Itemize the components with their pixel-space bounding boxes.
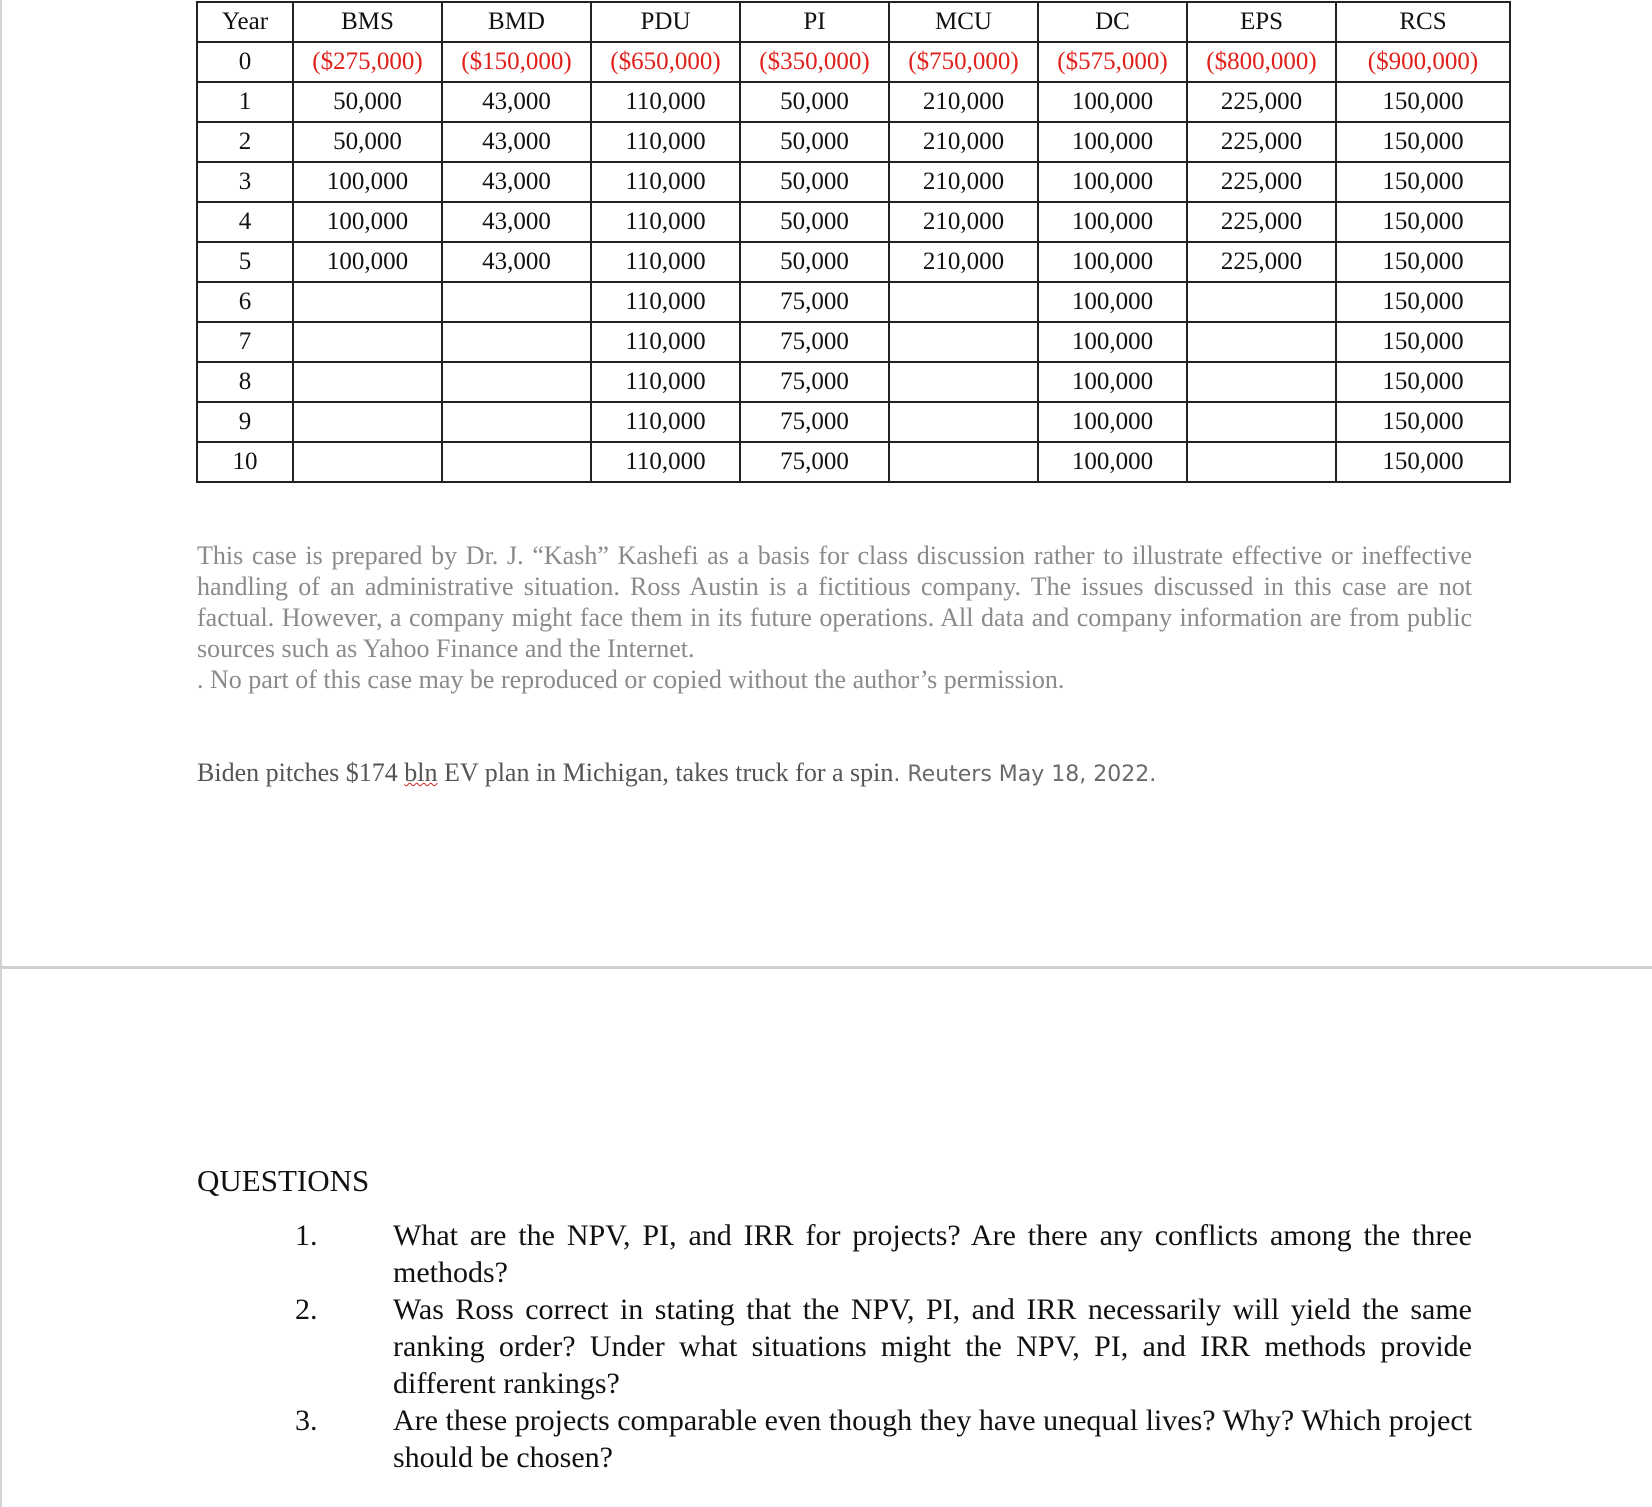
question-number: 2.	[295, 1293, 318, 1326]
year-cell: 8	[197, 362, 293, 402]
cash-flow-cell: 100,000	[1038, 202, 1187, 242]
cash-flow-cell	[293, 362, 442, 402]
investment-cell: ($275,000)	[293, 42, 442, 82]
cash-flow-cell: 43,000	[442, 242, 591, 282]
cash-flow-cell: 100,000	[1038, 242, 1187, 282]
cash-flow-cell: 150,000	[1336, 82, 1510, 122]
cash-flow-cell: 210,000	[889, 162, 1038, 202]
header-mcu: MCU	[889, 2, 1038, 42]
table-header-row	[197, 2, 1510, 42]
cash-flow-cell: 150,000	[1336, 402, 1510, 442]
table-row	[197, 202, 1510, 242]
table-row	[197, 122, 1510, 162]
cash-flow-cell: 110,000	[591, 402, 740, 442]
cash-flow-cell: 100,000	[1038, 122, 1187, 162]
cash-flow-cell: 43,000	[442, 122, 591, 162]
cash-flow-cell: 75,000	[740, 402, 889, 442]
cash-flow-cell	[442, 362, 591, 402]
cash-flow-cell: 150,000	[1336, 202, 1510, 242]
headline-flagged-word: bln	[404, 758, 438, 787]
question-number: 1.	[295, 1219, 318, 1252]
question-text: What are the NPV, PI, and IRR for projects? Are there any conflicts among the three methods?	[393, 1219, 1472, 1289]
headline-source: . Reuters May 18, 2022.	[893, 762, 1157, 787]
cash-flow-table	[196, 1, 1511, 483]
cash-flow-cell: 50,000	[293, 82, 442, 122]
header-rcs: RCS	[1336, 2, 1510, 42]
cash-flow-cell	[1187, 282, 1336, 322]
year-cell: 4	[197, 202, 293, 242]
cash-flow-cell: 100,000	[1038, 162, 1187, 202]
year-cell: 1	[197, 82, 293, 122]
cash-flow-cell: 210,000	[889, 242, 1038, 282]
cash-flow-cell: 100,000	[1038, 362, 1187, 402]
investment-cell: ($650,000)	[591, 42, 740, 82]
cash-flow-cell: 150,000	[1336, 162, 1510, 202]
cash-flow-cell	[889, 322, 1038, 362]
year-cell: 5	[197, 242, 293, 282]
year-cell: 9	[197, 402, 293, 442]
header-pdu: PDU	[591, 2, 740, 42]
cash-flow-cell: 225,000	[1187, 242, 1336, 282]
cash-flow-cell: 100,000	[1038, 322, 1187, 362]
cash-flow-cell: 50,000	[740, 122, 889, 162]
investment-cell: ($350,000)	[740, 42, 889, 82]
cash-flow-cell: 50,000	[740, 162, 889, 202]
investment-cell: ($800,000)	[1187, 42, 1336, 82]
year-cell: 0	[197, 42, 293, 82]
cash-flow-cell: 50,000	[740, 202, 889, 242]
header-bms: BMS	[293, 2, 442, 42]
cash-flow-cell: 210,000	[889, 122, 1038, 162]
cash-flow-cell: 43,000	[442, 82, 591, 122]
cash-flow-cell	[293, 402, 442, 442]
year-cell: 10	[197, 442, 293, 482]
cash-flow-cell: 110,000	[591, 242, 740, 282]
cash-flow-cell: 150,000	[1336, 122, 1510, 162]
cash-flow-cell: 225,000	[1187, 82, 1336, 122]
cash-flow-cell	[1187, 442, 1336, 482]
questions-list	[197, 1217, 1472, 1476]
year-cell: 2	[197, 122, 293, 162]
investment-cell: ($750,000)	[889, 42, 1038, 82]
cash-flow-cell: 75,000	[740, 442, 889, 482]
cash-flow-cell: 150,000	[1336, 282, 1510, 322]
cash-flow-cell	[889, 402, 1038, 442]
cash-flow-cell: 110,000	[591, 322, 740, 362]
case-disclaimer	[197, 540, 1472, 695]
table-row	[197, 322, 1510, 362]
cash-flow-cell: 150,000	[1336, 322, 1510, 362]
cash-flow-cell	[293, 282, 442, 322]
cash-flow-cell: 75,000	[740, 322, 889, 362]
question-item	[197, 1402, 1472, 1476]
cash-flow-cell: 100,000	[293, 162, 442, 202]
question-item	[197, 1291, 1472, 1402]
cash-flow-cell: 210,000	[889, 82, 1038, 122]
cash-flow-cell: 150,000	[1336, 362, 1510, 402]
header-eps: EPS	[1187, 2, 1336, 42]
cash-flow-cell: 100,000	[1038, 442, 1187, 482]
investment-cell: ($150,000)	[442, 42, 591, 82]
year-cell: 6	[197, 282, 293, 322]
cash-flow-cell	[1187, 322, 1336, 362]
cash-flow-cell	[1187, 362, 1336, 402]
news-reference	[197, 758, 1156, 788]
cash-flow-cell: 110,000	[591, 282, 740, 322]
cash-flow-cell	[889, 442, 1038, 482]
cash-flow-cell: 50,000	[293, 122, 442, 162]
headline-text-after: EV plan in Michigan, takes truck for a spin	[437, 758, 894, 787]
cash-flow-cell: 75,000	[740, 362, 889, 402]
cash-flow-cell: 100,000	[293, 242, 442, 282]
disclaimer-paragraph: This case is prepared by Dr. J. “Kash” Kashefi as a basis for class discussion rather to illustrate effective or ineffective handling of an administrative situation. Ross Austin is a fictitious company. The issues discussed in this case are not factual. However, a company might face them in its future operations. All data and company information are from public sources such as Yahoo Finance and the Internet.	[197, 541, 1472, 663]
cash-flow-cell: 225,000	[1187, 162, 1336, 202]
cash-flow-cell: 110,000	[591, 82, 740, 122]
header-year: Year	[197, 2, 293, 42]
cash-flow-cell: 100,000	[1038, 402, 1187, 442]
disclaimer-continuation: . No part of this case may be reproduced or copied without the author’s permission.	[197, 665, 1065, 694]
cash-flow-cell: 150,000	[1336, 442, 1510, 482]
header-bmd: BMD	[442, 2, 591, 42]
cash-flow-cell: 225,000	[1187, 122, 1336, 162]
table-row	[197, 242, 1510, 282]
cash-flow-cell	[293, 442, 442, 482]
year-cell: 7	[197, 322, 293, 362]
table-row	[197, 82, 1510, 122]
table-row	[197, 282, 1510, 322]
cash-flow-cell	[889, 362, 1038, 402]
cash-flow-cell: 100,000	[1038, 82, 1187, 122]
page-break-divider	[0, 966, 1652, 969]
question-text: Are these projects comparable even though they have unequal lives? Why? Which project should be chosen?	[393, 1404, 1472, 1474]
cash-flow-cell: 210,000	[889, 202, 1038, 242]
cash-flow-cell	[293, 322, 442, 362]
questions-heading: QUESTIONS	[197, 1163, 370, 1198]
table-row	[197, 162, 1510, 202]
cash-flow-cell: 110,000	[591, 202, 740, 242]
header-dc: DC	[1038, 2, 1187, 42]
question-number: 3.	[295, 1404, 318, 1437]
cash-flow-cell: 110,000	[591, 362, 740, 402]
investment-cell: ($575,000)	[1038, 42, 1187, 82]
initial-investment-row	[197, 42, 1510, 82]
cash-flow-cell: 110,000	[591, 442, 740, 482]
investment-cell: ($900,000)	[1336, 42, 1510, 82]
table-row	[197, 442, 1510, 482]
table-row	[197, 362, 1510, 402]
cash-flow-cell: 100,000	[1038, 282, 1187, 322]
cash-flow-cell: 50,000	[740, 242, 889, 282]
cash-flow-cell: 100,000	[293, 202, 442, 242]
cash-flow-cell	[442, 442, 591, 482]
cash-flow-cell	[1187, 402, 1336, 442]
cash-flow-cell: 43,000	[442, 202, 591, 242]
header-pi: PI	[740, 2, 889, 42]
headline-text-before: Biden pitches $174	[197, 758, 405, 787]
question-item	[197, 1217, 1472, 1291]
cash-flow-cell	[889, 282, 1038, 322]
cash-flow-cell: 50,000	[740, 82, 889, 122]
cash-flow-cell: 225,000	[1187, 202, 1336, 242]
cash-flow-cell	[442, 322, 591, 362]
question-text: Was Ross correct in stating that the NPV, PI, and IRR necessarily will yield the same ranking order? Under what situations might the NPV, PI, and IRR methods provide different rankings?	[393, 1293, 1472, 1400]
cash-flow-cell: 75,000	[740, 282, 889, 322]
cash-flow-cell	[442, 402, 591, 442]
cash-flow-cell	[442, 282, 591, 322]
cash-flow-cell: 110,000	[591, 162, 740, 202]
cash-flow-cell: 43,000	[442, 162, 591, 202]
cash-flow-cell: 150,000	[1336, 242, 1510, 282]
page-left-border	[0, 0, 2, 1507]
table-row	[197, 402, 1510, 442]
year-cell: 3	[197, 162, 293, 202]
cash-flow-cell: 110,000	[591, 122, 740, 162]
